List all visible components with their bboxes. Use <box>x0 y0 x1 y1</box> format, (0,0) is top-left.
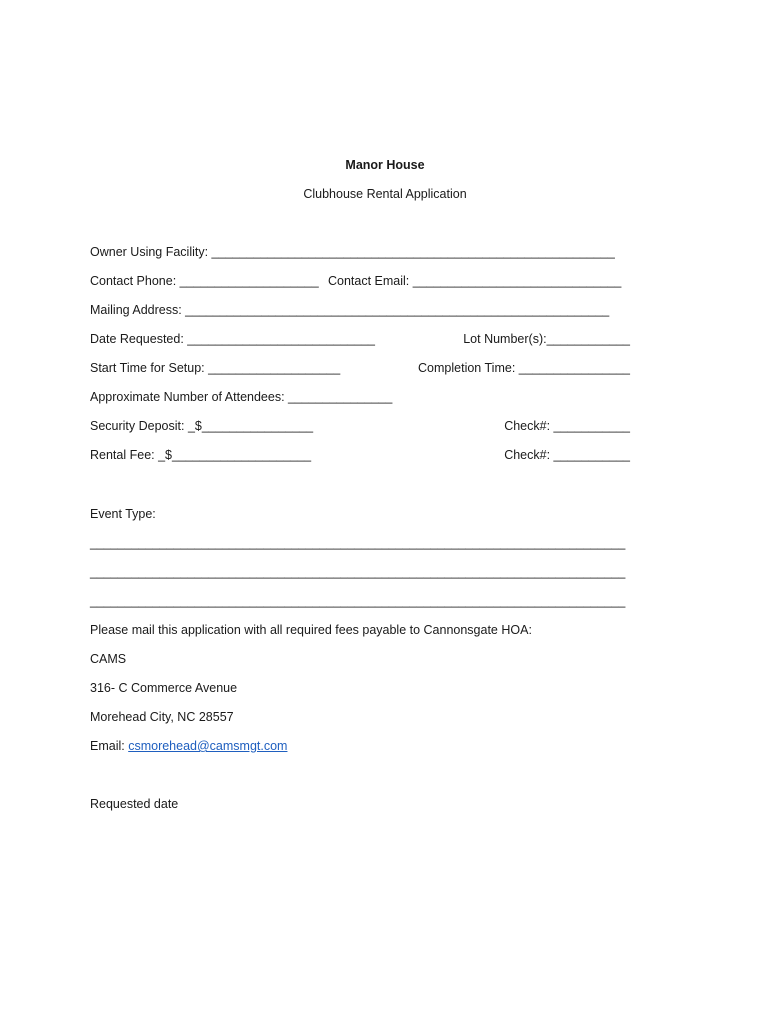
street-address: 316- C Commerce Avenue <box>90 681 238 695</box>
email-link[interactable]: csmorehead@camsmgt.com <box>128 739 288 753</box>
mail-instructions-row <box>90 623 630 641</box>
page-title: Manor House <box>345 158 425 172</box>
security-row <box>90 419 630 437</box>
attendees-row <box>90 390 630 408</box>
city-row <box>90 710 630 728</box>
page-subtitle: Clubhouse Rental Application <box>303 187 467 201</box>
city-address: Morehead City, NC 28557 <box>90 710 234 724</box>
rental-row <box>90 448 630 466</box>
event-type-label: Event Type: <box>90 507 156 521</box>
date-row <box>90 332 630 350</box>
event-line: _____________________________________________________________________________ <box>90 536 626 550</box>
street-row <box>90 681 630 699</box>
contact-phone-field: Contact Phone: ____________________ <box>90 274 319 288</box>
rental-fee-field: Rental Fee: _$____________________ <box>90 448 312 462</box>
owner-row <box>90 245 630 263</box>
time-row <box>90 361 630 379</box>
email-row <box>90 739 630 757</box>
security-deposit-field: Security Deposit: _$________________ <box>90 419 314 433</box>
email-line <box>90 739 287 753</box>
start-time-field: Start Time for Setup: ___________________ <box>90 361 341 375</box>
completion-time-field: Completion Time: ________________ <box>418 361 630 375</box>
event-line-3 <box>90 594 630 612</box>
mailing-address-row <box>90 303 630 321</box>
attendees-field: Approximate Number of Attendees: _______________ <box>90 390 393 404</box>
requested-date-label: Requested date <box>90 797 179 811</box>
company-row <box>90 652 630 670</box>
date-requested-field: Date Requested: ___________________________ <box>90 332 375 346</box>
event-line-2 <box>90 565 630 583</box>
company-name: CAMS <box>90 652 127 666</box>
rental-check-field: Check#: ___________ <box>504 448 630 462</box>
event-line: _____________________________________________________________________________ <box>90 594 626 608</box>
requested-date-row <box>90 797 630 815</box>
email-label: Email: <box>90 739 129 753</box>
event-line: _____________________________________________________________________________ <box>90 565 626 579</box>
mailing-address-field: Mailing Address: _____________________________________________________________ <box>90 303 610 317</box>
event-line-1 <box>90 536 630 554</box>
owner-field: Owner Using Facility: __________________________________________________________ <box>90 245 615 259</box>
security-check-field: Check#: ___________ <box>504 419 630 433</box>
event-type-row <box>90 507 630 525</box>
contact-row <box>90 274 630 292</box>
lot-number-field: Lot Number(s):____________ <box>463 332 630 346</box>
contact-email-field: Contact Email: ______________________________ <box>328 274 622 288</box>
mail-instructions: Please mail this application with all required fees payable to Cannonsgate HOA: <box>90 623 532 637</box>
